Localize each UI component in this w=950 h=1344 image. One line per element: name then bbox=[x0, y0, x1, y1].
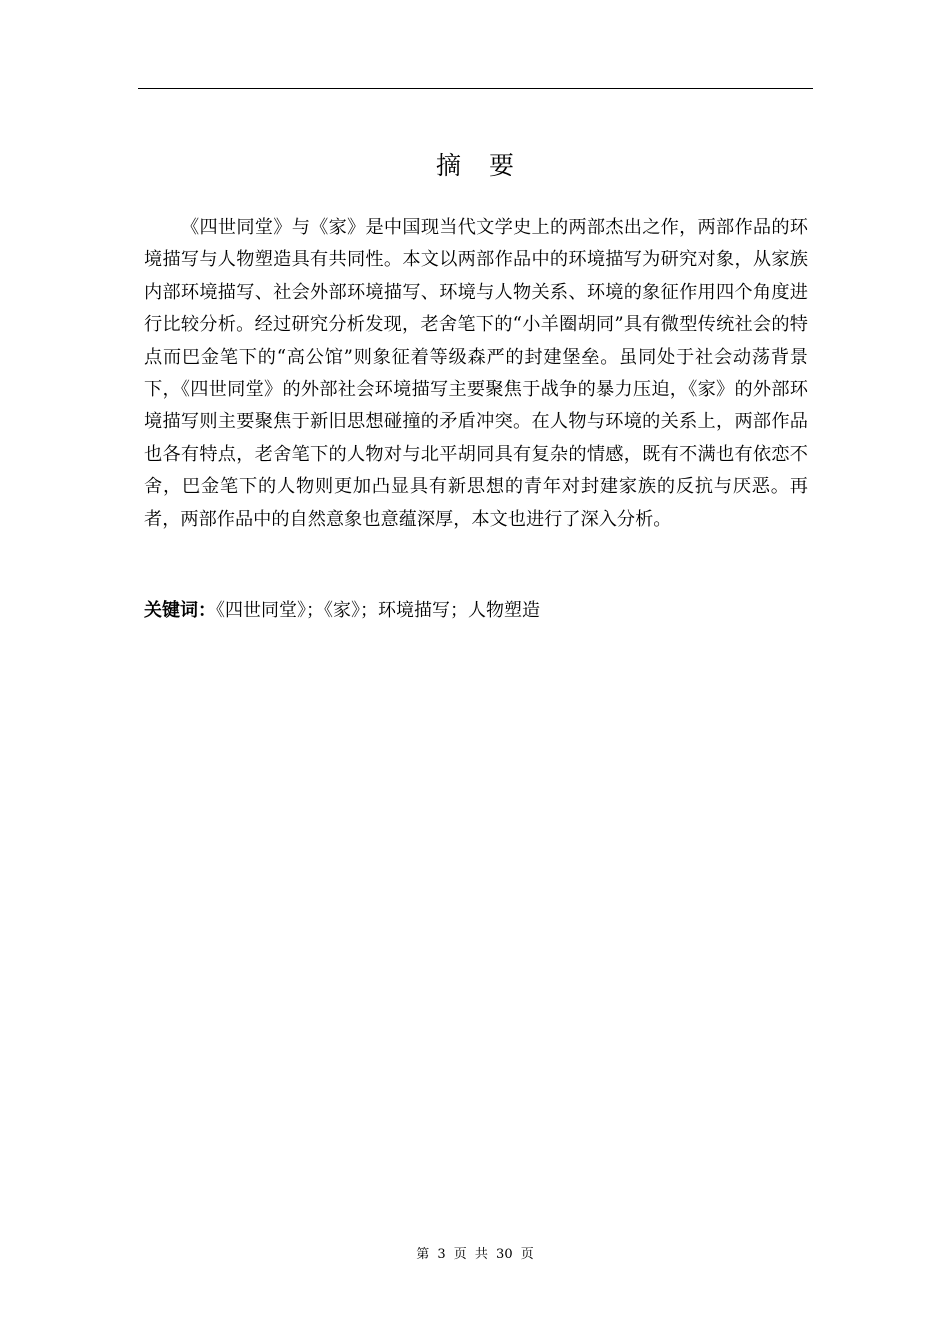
page-footer: 第 3 页 共 30 页 bbox=[416, 1247, 534, 1262]
header-rule bbox=[138, 88, 813, 89]
keywords-line bbox=[144, 595, 808, 627]
abstract-paragraph: 《四世同堂》与《家》是中国现当代文学史上的两部杰出之作，两部作品的环境描写与人物塑造具有共同性。本文以两部作品中的环境描写为研究对象，从家族内部环境描写、社会外部环境描写、环境与人物关系、环境的象征作用四个角度进行比较分析。经过研究分析发现，老舍笔下的“小羊圈胡同”具有微型传统社会的特点而巴金笔下的“高公馆”则象征着等级森严的封建堡垒。虽同处于社会动荡背景下，《四世同堂》的外部社会环境描写主要聚焦于战争的暴力压迫，《家》的外部环境描写则主要聚焦于新旧思想碰撞的矛盾冲突。在人物与环境的关系上，两部作品也各有特点，老舍笔下的人物对与北平胡同具有复杂的情感，既有不满也有依恋不舍，巴金笔下的人物则更加凸显具有新思想的青年对封建家族的反抗与厌恶。再者，两部作品中的自然意象也意蕴深厚，本文也进行了深入分析。 bbox=[144, 217, 808, 530]
keywords-list: 《四世同堂》；《家》；环境描写；人物塑造 bbox=[216, 600, 540, 621]
abstract-title: 摘要 bbox=[435, 151, 542, 180]
keywords-label: 关键词： bbox=[144, 600, 216, 621]
